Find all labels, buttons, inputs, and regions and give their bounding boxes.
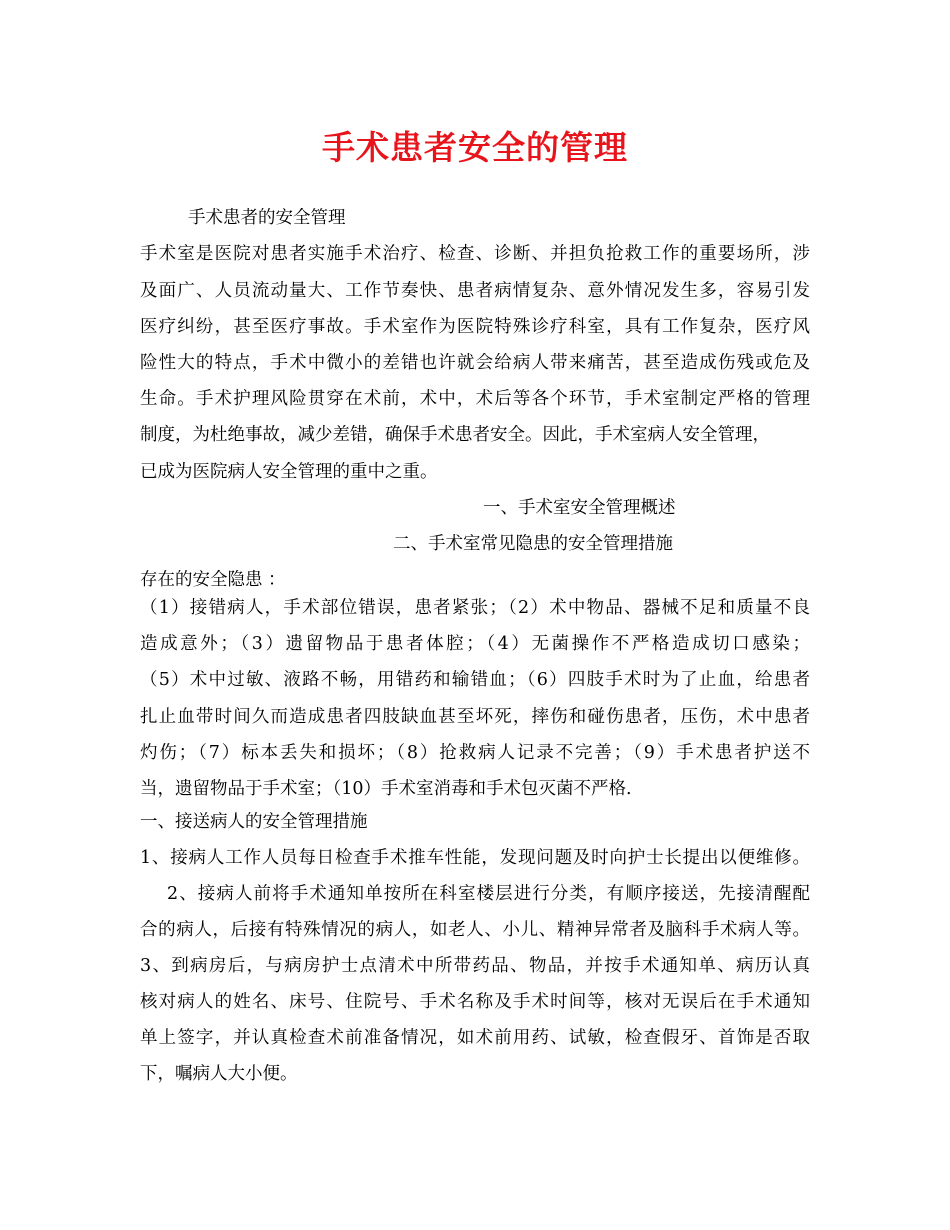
hazards-label: 存在的安全隐患 ：: [140, 570, 286, 590]
measure-line: 3、到病房后，与病房护士点清术中所带药品、物品，并按手术通知单、病历认真: [140, 956, 810, 976]
hazard-line: 当，遗留物品于手术室；（10）手术室消毒和手术包灭菌不严格.: [140, 779, 632, 799]
hazard-line: 造成意外；（3）遗留物品于患者体腔；（4）无菌操作不严格造成切口感染；: [140, 634, 810, 654]
measure-line: 合的病人，后接有特殊情况的病人，如老人、小儿、精神异常者及脑科手术病人等。: [140, 920, 810, 940]
intro-line: 制度，为杜绝事故，减少差错，确保手术患者安全。因此，手术室病人安全管理，: [140, 425, 770, 445]
measure-line: 下，嘱病人大小便。: [140, 1064, 298, 1084]
section-heading-overview: 一、手术室安全管理概述: [483, 498, 676, 518]
hazard-line: 灼伤；（7）标本丢失和损坏；（8）抢救病人记录不完善；（9）手术患者护送不: [140, 743, 810, 763]
measure-line: 单上签字，并认真检查术前准备情况，如术前用药、试敏，检查假牙、首饰是否取: [140, 1028, 810, 1048]
document-subtitle: 手术患者的安全管理: [188, 208, 346, 228]
hazard-line: （1）接错病人，手术部位错误，患者紧张；（2）术中物品、器械不足和质量不良: [140, 598, 810, 618]
intro-line: 已成为医院病人安全管理的重中之重。: [140, 462, 438, 482]
document-title: 手术患者安全的管理: [322, 128, 628, 167]
intro-line: 生命。手术护理风险贯穿在术前，术中，术后等各个环节，手术室制定严格的管理: [140, 389, 810, 409]
measure-line: 1、接病人工作人员每日检查手术推车性能，发现问题及时向护士长提出以便维修。: [140, 848, 810, 868]
intro-line: 险性大的特点，手术中微小的差错也许就会给病人带来痛苦，甚至造成伤残或危及: [140, 353, 810, 373]
hazard-line: （5）术中过敏、液路不畅，用错药和输错血；（6）四肢手术时为了止血，给患者: [140, 670, 810, 690]
intro-line: 手术室是医院对患者实施手术治疗、检查、诊断、并担负抢救工作的重要场所，涉: [140, 244, 810, 264]
section-heading-transfer: 一、接送病人的安全管理措施: [140, 812, 368, 832]
hazard-line: 扎止血带时间久而造成患者四肢缺血甚至坏死，摔伤和碰伤患者，压伤，术中患者: [140, 707, 810, 727]
measure-line: 核对病人的姓名、床号、住院号、手术名称及手术时间等，核对无误后在手术通知: [140, 992, 810, 1012]
measure-line: 2、接病人前将手术通知单按所在科室楼层进行分类，有顺序接送，先接清醒配: [167, 884, 810, 904]
section-heading-measures: 二、手术室常见隐患的安全管理措施: [393, 534, 673, 554]
intro-line: 医疗纠纷，甚至医疗事故。手术室作为医院特殊诊疗科室，具有工作复杂，医疗风: [140, 317, 810, 337]
intro-line: 及面广、人员流动量大、工作节奏快、患者病情复杂、意外情况发生多，容易引发: [140, 281, 810, 301]
